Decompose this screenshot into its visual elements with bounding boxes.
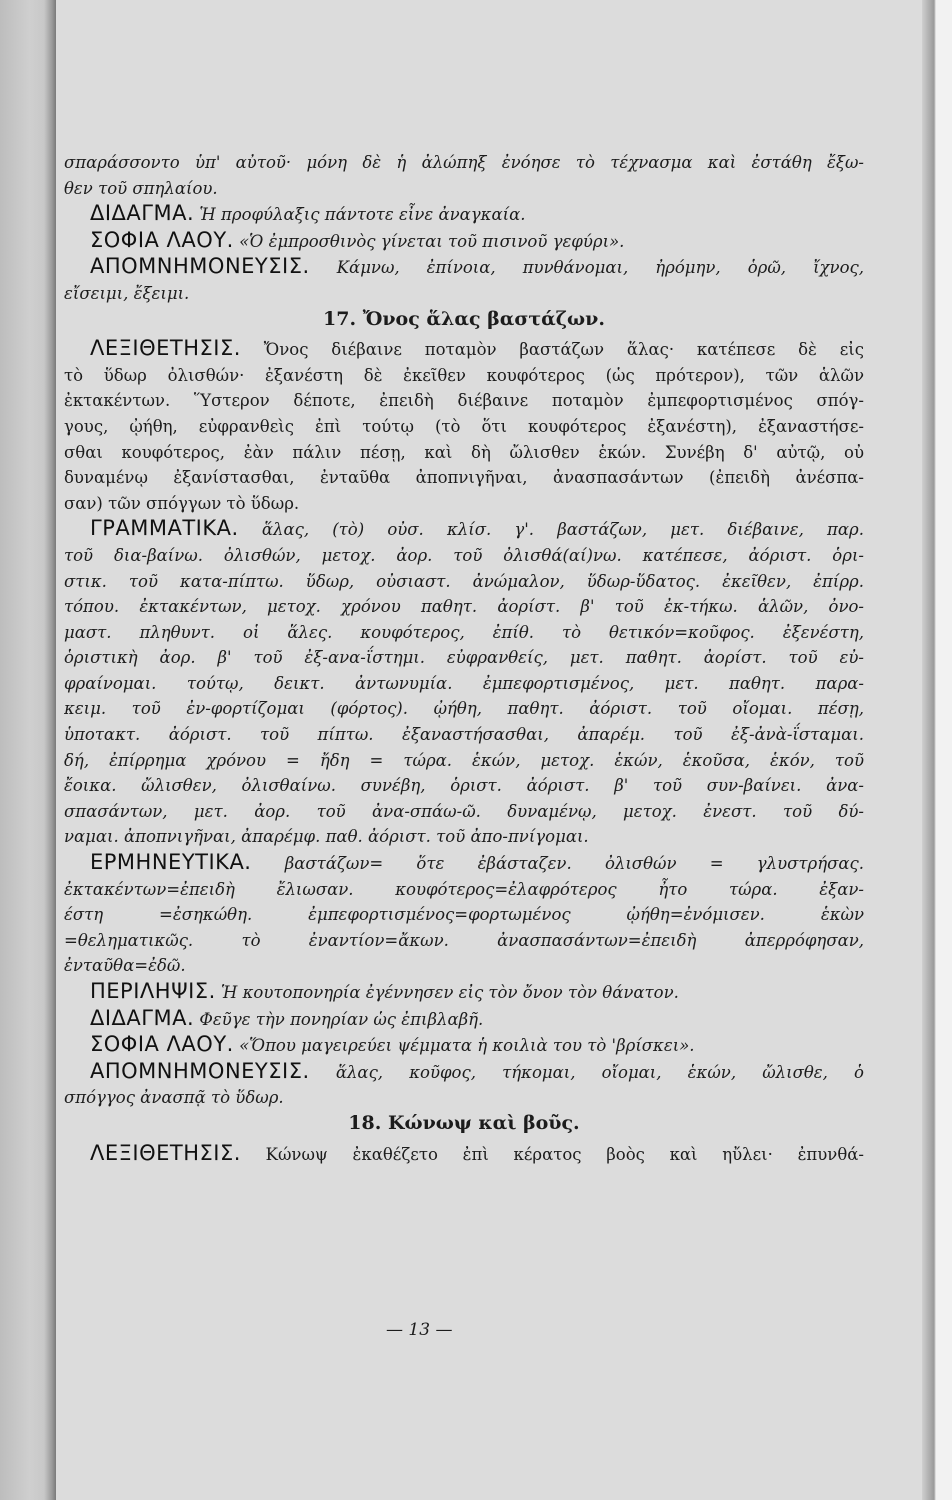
apomnimoneusis-label: ΑΠΟΜΝΗΜΟΝΕΥΣΙΣ. <box>90 1058 310 1083</box>
text-line: τόπου. ἐκτακέντων, μετοχ. χρόνου παθητ. ἀορίστ. β' τοῦ ἐκ-τήκω. ἁλῶν, ὀνο- <box>64 597 864 617</box>
sofia-text: «Ὁ ἐμπροσθινὸς γίνεται τοῦ πισινοῦ γεφύρι». <box>239 231 625 251</box>
text-line: φραίνομαι. τούτῳ, δεικτ. ἀντωνυμία. ἐμπεφορτισμένος, μετ. παθητ. παρα- <box>64 673 864 693</box>
text-line: έστη =ἐσηκώθη. ἐμπεφορτισμένος=φορτωμένος ᾠήθη=ἐνόμισεν. ἑκὼν <box>64 905 864 925</box>
ermineutika-text: βαστάζων= ὅτε ἐβάσταζεν. ὀλισθών = γλυστρήσας. <box>284 854 864 874</box>
text-line: ἐκτακέντων=ἐπειδὴ ἔλιωσαν. κουφότερος=ἐλαφρότερος ἦτο τώρα. ἐξαν- <box>64 879 864 899</box>
apomnimoneusis-text: ἅλας, κοῦφος, τήκομαι, οἴομαι, ἑκών, ὤλισθε, ὁ <box>335 1062 864 1082</box>
lexithetisis-label: ΛΕΞΙΘΕΤΗΣΙΣ. <box>90 1140 241 1165</box>
text-line: κειμ. τοῦ ἐν-φορτίζομαι (φόρτος). ᾠήθη, παθητ. ἀόριστ. τοῦ οἴομαι. πέσῃ, <box>64 699 864 719</box>
lexithetisis-label: ΛΕΞΙΘΕΤΗΣΙΣ. <box>90 336 241 361</box>
lexithetisis-17-first <box>64 336 864 363</box>
didagma-16 <box>64 201 864 228</box>
text-line: σπαράσσοντο ὑπ' αὐτοῦ· μόνη δὲ ἡ ἀλώπηξ ἐνόησε τὸ τέχνασμα καὶ ἐστάθη ἔξω- <box>64 153 864 172</box>
book-binding-gutter <box>0 0 56 1500</box>
text-line: γους, ᾠήθη, εὐφρανθεὶς ἐπὶ τούτῳ (τὸ ὅτι κουφότερος ἐξανέστη), ἐξαναστήσε- <box>64 416 864 436</box>
sofia-laou-16 <box>64 228 864 255</box>
text-line: σπόγγος ἀνασπᾷ τὸ ὕδωρ. <box>64 1088 284 1108</box>
sofia-label: ΣΟΦΙΑ ΛΑΟΥ. <box>90 227 234 252</box>
text-line: μαστ. πληθυντ. οἱ ἅλες. κουφότερος, ἐπίθ. τὸ θετικόν=κοῦφος. ἐξενέστη, <box>64 622 864 642</box>
text-line: σθαι κουφότερος, ἐὰν πάλιν πέσῃ, καὶ δὴ ὤλισθεν ἑκών. Συνέβη δ' αὐτῷ, οὐ <box>64 442 864 462</box>
text-line: τὸ ὕδωρ ὀλισθών· ἐξανέστη δὲ ἐκεῖθεν κουφότερος (ὡς πρότερον), τῶν ἁλῶν <box>64 365 864 385</box>
text-line: =θεληματικῶς. τὸ ἐναντίον=ἄκων. ἀνασπασάντων=ἐπειδὴ ἀπερρόφησαν, <box>64 930 864 950</box>
text-line: ἐνταῦθα=ἐδῶ. <box>64 956 186 976</box>
lexithetisis-18 <box>64 1141 864 1168</box>
text-line: ναμαι. ἀποπνιγῆναι, ἀπαρέμφ. παθ. ἀόριστ. τοῦ ἀπο-πνίγομαι. <box>64 827 589 847</box>
page-number: — 13 — <box>386 1320 453 1340</box>
lexithetisis-text: Κώνωψ ἐκαθέζετο ἐπὶ κέρατος βοὸς καὶ ηὔλει· ἐπυνθά- <box>265 1144 864 1164</box>
fable-18-title: 18. Κώνωψ καὶ βοῦς. <box>348 1111 580 1134</box>
text-line: δυναμένῳ ἐξανίστασθαι, ἐνταῦθα ἀποπνιγῆναι, ἀνασπασάντων (ἐπειδὴ ἀνέσπα- <box>64 468 864 488</box>
text-line: ὁριστικὴ ἀορ. β' τοῦ ἐξ-ανα-ΐστημι. εὐφρανθείς, μετ. παθητ. ἀορίστ. τοῦ εὐ- <box>64 648 864 668</box>
apomnimoneusis-label: ΑΠΟΜΝΗΜΟΝΕΥΣΙΣ. <box>90 254 310 279</box>
text-line: εἴσειμι, ἔξειμι. <box>64 283 190 303</box>
perilipsis-label: ΠΕΡΙΛΗΨΙΣ. <box>90 979 216 1003</box>
apomnimoneusis-17 <box>64 1059 864 1086</box>
text-line: σπασάντων, μετ. ἀορ. τοῦ ἀνα-σπάω-ῶ. δυναμένῳ, μετοχ. ἐνεστ. τοῦ δύ- <box>64 801 864 821</box>
didagma-label: ΔΙΔΑΓΜΑ. <box>90 1005 195 1030</box>
text-line: τοῦ δια-βαίνω. ὀλισθών, μετοχ. ἀορ. τοῦ ὀλισθά(αί)νω. κατέπεσε, ἀόριστ. ὁρι- <box>64 545 864 565</box>
sofia-laou-17 <box>64 1032 864 1059</box>
text-line: ὑποτακτ. ἀόριστ. τοῦ πίπτω. ἐξαναστήσασθαι, ἀπαρέμ. τοῦ ἐξ-ἀνὰ-ΐσταμαι. <box>64 725 864 745</box>
fable-17-title: 17. Ὄνος ἅλας βαστάζων. <box>323 307 605 330</box>
text-line: ἔοικα. ὤλισθεν, ὀλισθαίνω. συνέβη, ὁριστ. ἀόριστ. β' τοῦ συν-βαίνει. ἀνα- <box>64 776 864 796</box>
text-line: θεν τοῦ σπηλαίου. <box>64 178 218 198</box>
text-line: δή, ἐπίρρημα χρόνου = ἤδη = τώρα. ἑκών, μετοχ. ἑκών, ἑκοῦσα, ἑκόν, τοῦ <box>64 750 864 770</box>
perilipsis-17 <box>64 979 864 1006</box>
page-text <box>64 150 864 1167</box>
book-page <box>56 0 922 1500</box>
grammatika-label: ΓΡΑΜΜΑΤΙΚΑ. <box>90 516 239 541</box>
lexithetisis-text: Ὄνος διέβαινε ποταμὸν βαστάζων ἅλας· κατέπεσε δὲ εἰς <box>263 340 864 360</box>
grammatika-text: ἅλας, (τὸ) οὐσ. κλίσ. γ'. βαστάζων, μετ. διέβαινε, παρ. <box>261 520 864 540</box>
apomnimoneusis-16 <box>64 254 864 281</box>
sofia-label: ΣΟΦΙΑ ΛΑΟΥ. <box>90 1032 234 1057</box>
didagma-17 <box>64 1006 864 1033</box>
text-line: στικ. τοῦ κατα-πίπτω. ὕδωρ, οὐσιαστ. ἀνώμαλον, ὕδωρ-ὕδατος. ἐκεῖθεν, ἐπίρρ. <box>64 571 864 591</box>
didagma-label: ΔΙΔΑΓΜΑ. <box>90 201 195 226</box>
apomnimoneusis-text: Κάμνω, ἐπίνοια, πυνθάνομαι, ἠρόμην, ὁρῶ, ἴχνος, <box>336 258 864 278</box>
didagma-text: Ἡ προφύλαξις πάντοτε εἶνε ἀναγκαία. <box>199 205 526 225</box>
text-line: ἐκτακέντων. Ὕστερον δέποτε, ἐπειδὴ διέβαινε ποταμὸν ἐμπεφορτισμένος σπόγ- <box>64 391 864 411</box>
ermineutika-label: ΕΡΜΗΝΕΥΤΙΚΑ. <box>90 850 252 875</box>
perilipsis-text: Ἡ κουτοπονηρία ἐγέννησεν εἰς τὸν ὄνον τὸν θάνατον. <box>221 983 679 1002</box>
grammatika-17-first <box>64 516 864 543</box>
text-line: σαν) τῶν σπόγγων τὸ ὕδωρ. <box>64 493 300 513</box>
ermineutika-17-first <box>64 850 864 877</box>
page-edge <box>922 0 952 1500</box>
sofia-text: «Ὅπου μαγειρεύει ψέμματα ἡ κοιλιὰ του τὸ 'βρίσκει». <box>239 1036 695 1056</box>
didagma-text: Φεῦγε τὴν πονηρίαν ὡς ἐπιβλαβῆ. <box>199 1009 484 1029</box>
